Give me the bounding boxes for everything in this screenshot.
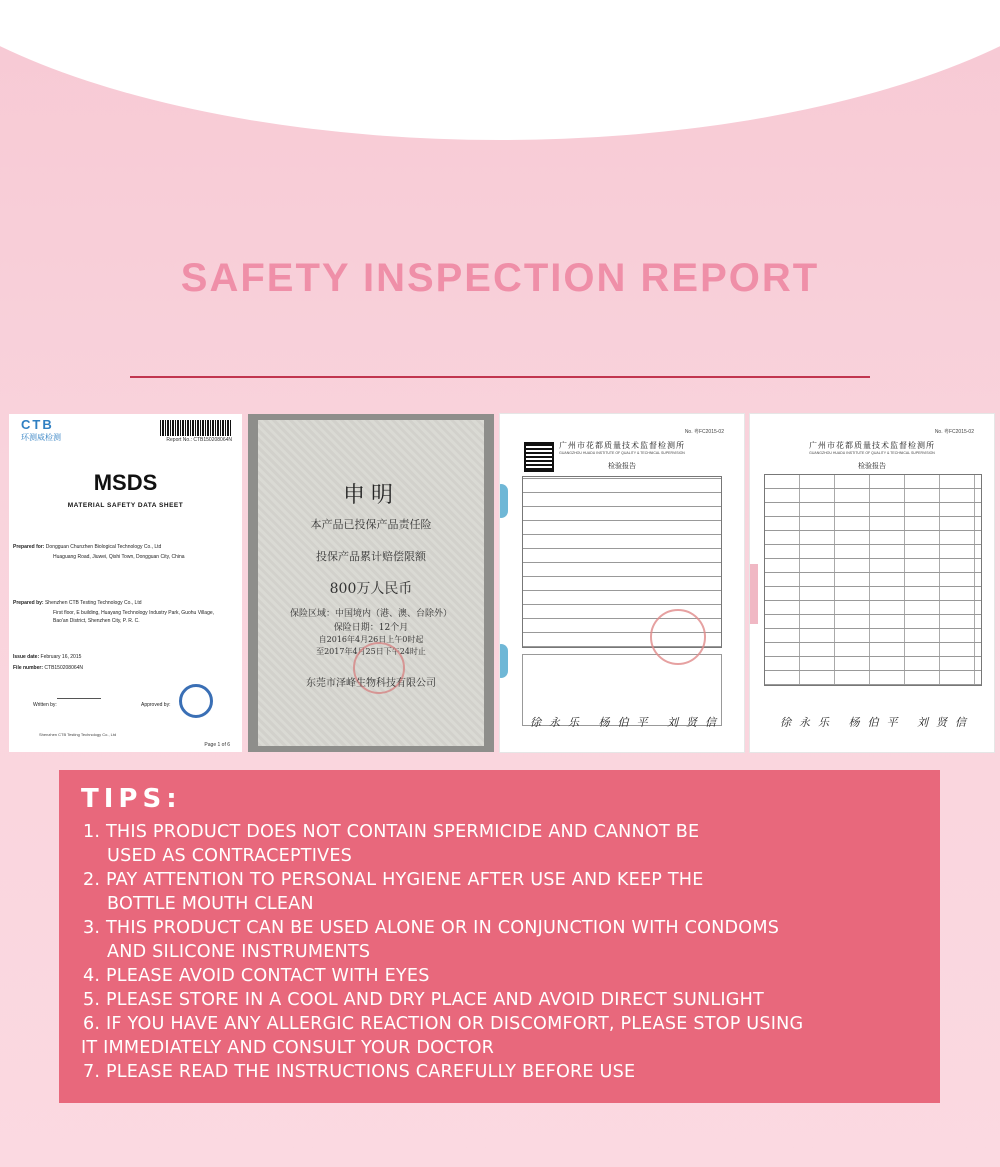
ctb-logo-cn: 环测威检测: [21, 433, 61, 442]
ctb-stamp-icon: [179, 684, 213, 718]
msds-heading: MSDS: [93, 470, 158, 495]
tips-heading: TIPS:: [81, 784, 182, 814]
tip-line: 1. THIS PRODUCT DOES NOT CONTAIN SPERMICIDE AND CANNOT BE: [83, 822, 700, 842]
tip-line: 2. PAY ATTENTION TO PERSONAL HYGIENE AFTER USE AND KEEP THE: [83, 870, 704, 890]
msds-report-no: Report No.: CTB150208064N: [166, 437, 232, 443]
binder-tab-icon: [500, 484, 508, 518]
inspection-seal-icon: [650, 609, 706, 665]
msds-issue-date: Issue date: February 16, 2015: [13, 654, 82, 660]
report-1-signatures: 徐永乐 杨伯平 刘贤信: [530, 716, 724, 729]
tip-line: 4. PLEASE AVOID CONTACT WITH EYES: [83, 966, 430, 986]
msds-file-number: File number: CTB150208064N: [13, 665, 84, 671]
statement-line-5: 保险日期：12个月: [333, 623, 409, 633]
binder-edge: [750, 564, 758, 624]
inspection-report-1-image: [500, 414, 744, 752]
msds-written-by-label: Written by:: [33, 702, 57, 708]
report-2-institute-cn: 广州市花都质量技术监督检测所: [809, 441, 935, 450]
msds-approved-by-label: Approved by:: [141, 702, 171, 708]
statement-line-1: 本产品已投保产品责任险: [310, 518, 432, 531]
tip-line: 7. PLEASE READ THE INSTRUCTIONS CAREFULLY BEFORE USE: [83, 1062, 636, 1082]
inspection-report-2-image: [750, 414, 994, 752]
msds-prepared-for-address: Huaguang Road, Jiuwei, Qishi Town, Dongguan City, China: [53, 554, 185, 560]
tip-line: 5. PLEASE STORE IN A COOL AND DRY PLACE AND AVOID DIRECT SUNLIGHT: [83, 990, 764, 1010]
report-2-signatures: 徐永乐 杨伯平 刘贤信: [780, 716, 974, 729]
binder-tab-icon: [500, 644, 508, 678]
ctb-logo: CTB: [21, 417, 54, 432]
report-1-number: No. 粤FC2015-02: [684, 429, 724, 435]
report-2-institute-en: GUANGZHOU HUADU INSTITUTE OF QUALITY & TECHNICAL SUPERVISION: [809, 451, 935, 455]
tip-line: IT IMMEDIATELY AND CONSULT YOUR DOCTOR: [81, 1038, 495, 1058]
statement-line-4: 保险区域：中国境内（港、澳、台除外）: [289, 609, 452, 619]
report-2-subtitle: 检验报告: [858, 462, 886, 470]
report-1-institute-en: GUANGZHOU HUADU INSTITUTE OF QUALITY & TECHNICAL SUPERVISION: [559, 451, 685, 455]
msds-prepared-for: Prepared for: Dongguan Chunzhen Biological Technology Co., Ltd: [13, 544, 162, 550]
barcode-icon: [160, 420, 232, 436]
msds-page-number: Page 1 of 6: [204, 742, 230, 748]
report-2-table: [764, 474, 982, 686]
msds-prepared-by-address-2: Bao'an District, Shenzhen City, P. R. C.: [53, 618, 140, 624]
statement-company: 东莞市泽峰生物科技有限公司: [306, 678, 436, 689]
title-divider: [130, 376, 870, 378]
tip-line: 6. IF YOU HAVE ANY ALLERGIC REACTION OR DISCOMFORT, PLEASE STOP USING: [83, 1014, 804, 1034]
msds-prepared-by: Prepared by: Shenzhen CTB Testing Technology Co., Ltd: [13, 600, 142, 606]
msds-footer: Shenzhen CTB Testing Technology Co., Ltd: [39, 732, 117, 737]
page-title: SAFETY INSPECTION REPORT: [180, 256, 820, 300]
report-2-number: No. 粤FC2015-02: [934, 429, 974, 435]
tip-line: USED AS CONTRACEPTIVES: [107, 846, 353, 866]
insurance-statement-image: [248, 414, 494, 752]
tips-box: [59, 770, 940, 1103]
statement-title: 申明: [342, 483, 399, 508]
statement-line-6: 自2016年4月26日上午0时起: [318, 635, 424, 644]
tip-line: 3. THIS PRODUCT CAN BE USED ALONE OR IN CONJUNCTION WITH CONDOMS: [83, 918, 780, 938]
statement-line-3: 800万人民币: [329, 581, 413, 597]
statement-line-2: 投保产品累计赔偿限额: [316, 550, 426, 563]
report-1-institute-cn: 广州市花都质量技术监督检测所: [559, 441, 685, 450]
report-1-subtitle: 检验报告: [608, 462, 636, 470]
statement-paper: [258, 420, 484, 746]
tip-line: BOTTLE MOUTH CLEAN: [107, 894, 314, 914]
msds-subheading: MATERIAL SAFETY DATA SHEET: [67, 502, 184, 509]
msds-prepared-by-address-1: First floor, E building, Huayang Technology Industry Park, Guohu Village,: [53, 610, 215, 616]
tips-list: [83, 820, 803, 1084]
msds-certificate-image: [9, 414, 242, 752]
tip-line: AND SILICONE INSTRUMENTS: [107, 942, 371, 962]
top-white-arc: [0, 0, 1000, 140]
msds-signature: [57, 698, 101, 699]
statement-line-7: 至2017年4月25日下午24时止: [316, 647, 426, 656]
